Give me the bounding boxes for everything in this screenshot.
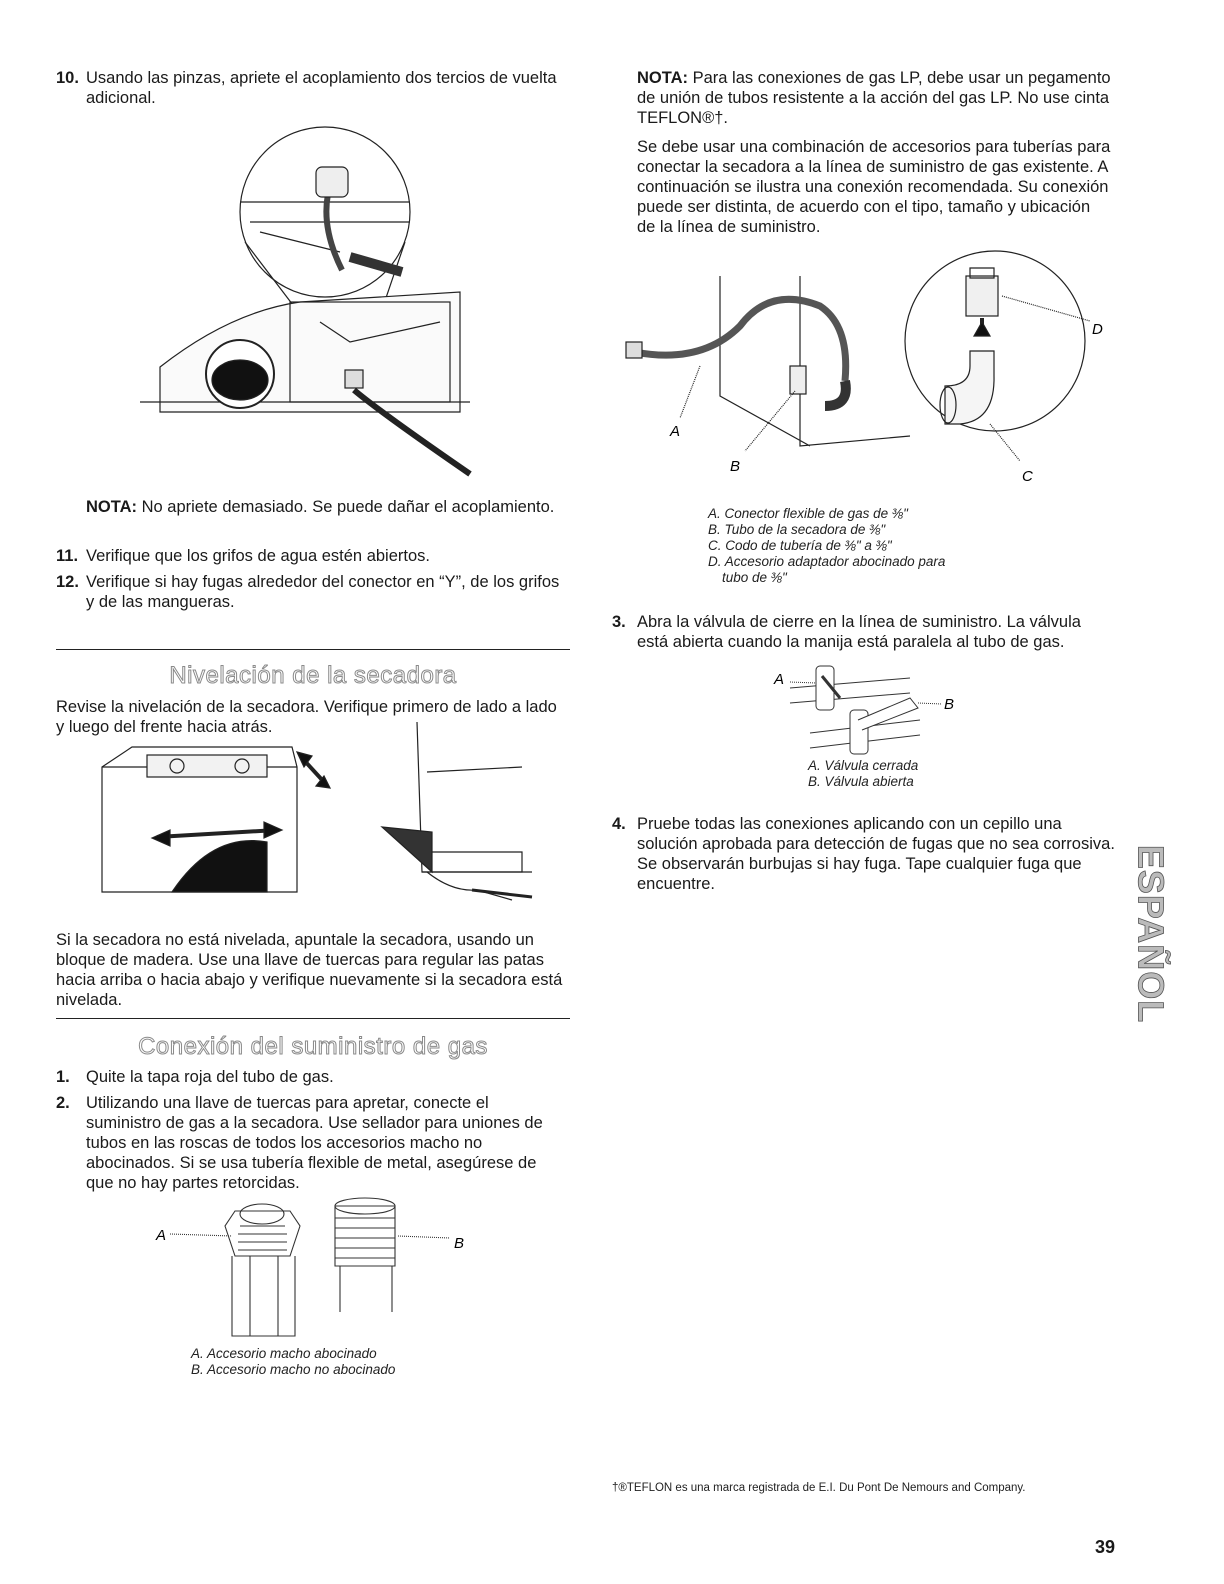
side-tab-text: ESPAÑOL — [1130, 844, 1172, 1024]
step-text: Quite la tapa roja del tubo de gas. — [86, 1068, 334, 1086]
note-label: NOTA: — [637, 69, 689, 87]
caption-line: A. Conector flexible de gas de ⅜" — [708, 506, 908, 521]
step-text: Abra la válvula de cierre en la línea de suministro. La válvula está abierta cuando la manija está paralela al tubo de gas. — [637, 613, 1081, 651]
connection-label-b: B — [730, 458, 741, 475]
step-text: Verifique si hay fugas alrededor del conector en “Y”, de los grifos y de las mangueras. — [86, 573, 560, 611]
valve-illustration — [770, 658, 970, 758]
valve-caption — [808, 758, 918, 790]
step-number: 4. — [612, 815, 626, 833]
section-title-gas: Conexión del suministro de gas — [138, 1033, 488, 1060]
valve-label-a: A — [774, 671, 785, 688]
leveling-illustration — [92, 722, 532, 922]
step-text: Utilizando una llave de tuercas para apretar, conecte el suministro de gas a la secadora. Use sellador para uniones de tubos en las roscas de todos los accesorios macho no abocinados. Si se usa tubería flexible de metal, asegúrese de que no hay partes retorcidas. — [86, 1094, 543, 1192]
caption-line: tubo de ⅜" — [722, 570, 787, 585]
step-11 — [56, 546, 568, 566]
gas-para — [612, 137, 1112, 237]
coupling-illustration — [140, 112, 490, 484]
note-lp — [612, 68, 1112, 128]
note-1 — [56, 497, 568, 517]
footnote: †®TEFLON es una marca registrada de E.I. Du Pont De Nemours and Company. — [612, 1482, 1026, 1494]
fitting-label-b: B — [454, 1235, 465, 1252]
step-number: 12. — [56, 573, 79, 591]
connection-label-d: D — [1092, 321, 1103, 338]
paragraph: Se debe usar una combinación de accesorios para tuberías para conectar la secadora a la línea de suministro de gas existente. A continuación se ilustra una conexión recomendada. Su conexión puede ser distinta, de acuerdo con el tipo, tamaño y ubicación de la línea de suministro. — [637, 138, 1111, 236]
language-side-tab — [1130, 812, 1172, 1056]
step-number: 2. — [56, 1094, 70, 1112]
step-1 — [56, 1067, 568, 1087]
step-number: 3. — [612, 613, 626, 631]
caption-line: B. Accesorio macho no abocinado — [191, 1362, 396, 1377]
paragraph: Revise la nivelación de la secadora. Verifique primero de lado a lado y luego del frente hacia atrás. — [56, 698, 557, 736]
fitting-label-a: A — [156, 1227, 167, 1244]
step-12 — [56, 572, 568, 612]
caption-line: A. Válvula cerrada — [808, 758, 919, 773]
step-3 — [612, 612, 1112, 652]
note-label: NOTA: — [86, 498, 138, 516]
note-text: Para las conexiones de gas LP, debe usar un pegamento de unión de tubos resistente a la acción del gas LP. No use cinta TEFLON®†. — [637, 69, 1111, 127]
step-number: 10. — [56, 69, 79, 87]
step-text: Usando las pinzas, apriete el acoplamiento dos tercios de vuelta adicional. — [86, 69, 557, 107]
caption-line: C. Codo de tubería de ⅜" a ⅜" — [708, 538, 892, 553]
step-text: Verifique que los grifos de agua estén abiertos. — [86, 547, 430, 565]
fittings-caption — [191, 1346, 395, 1378]
section-title-leveling: Nivelación de la secadora — [169, 662, 457, 689]
fittings-illustration — [150, 1196, 480, 1342]
caption-line: B. Válvula abierta — [808, 774, 914, 789]
step-10 — [56, 68, 568, 108]
caption-line: A. Accesorio macho abocinado — [191, 1346, 377, 1361]
valve-label-b: B — [944, 696, 955, 713]
step-2 — [56, 1093, 568, 1193]
section-divider — [56, 649, 570, 650]
note-text: No apriete demasiado. Se puede dañar el acoplamiento. — [141, 498, 555, 516]
connection-label-c: C — [1022, 468, 1033, 485]
leveling-body — [56, 930, 568, 1010]
step-number: 1. — [56, 1068, 70, 1086]
paragraph: Si la secadora no está nivelada, apuntale la secadora, usando un bloque de madera. Use una llave de tuercas para regular las patas hacia arriba o hacia abajo y verifique nuevamente si la secadora está nivelada. — [56, 931, 563, 1009]
step-text: Pruebe todas las conexiones aplicando con un cepillo una solución aprobada para detección de fugas que no sea corrosiva. Se observarán burbujas si hay fuga. Tape cualquier fuga que encuentre. — [637, 815, 1115, 893]
page-number: 39 — [1095, 1537, 1116, 1557]
gas-connection-illustration — [620, 246, 1110, 486]
caption-line: D. Accesorio adaptador abocinado para — [708, 554, 946, 569]
step-number: 11. — [56, 547, 79, 565]
connection-label-a: A — [670, 423, 681, 440]
caption-line: B. Tubo de la secadora de ⅜" — [708, 522, 886, 537]
section-divider — [56, 1018, 570, 1019]
step-4 — [612, 814, 1124, 894]
connection-caption — [708, 506, 945, 586]
